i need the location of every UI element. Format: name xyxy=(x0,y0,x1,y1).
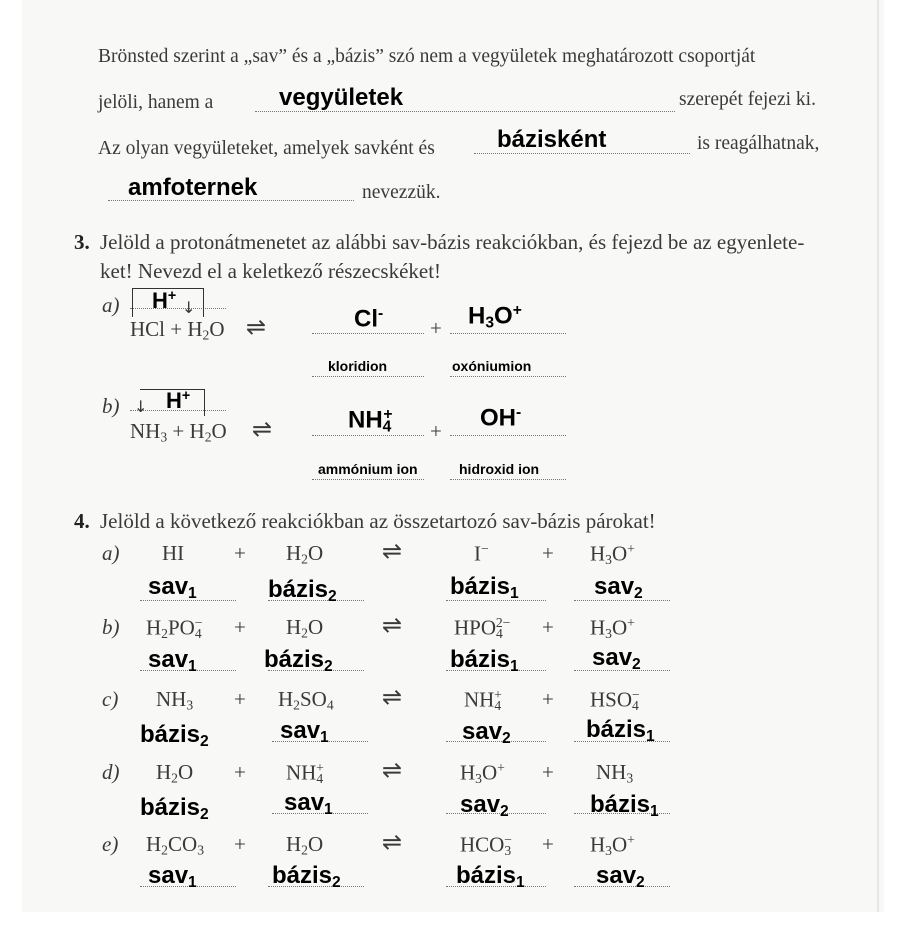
exercise-3-number: 3. xyxy=(74,230,90,254)
plus-a: + xyxy=(430,316,442,340)
exercise-3b-label: b) xyxy=(102,394,120,418)
reaction-a-reactant-2: $H_2O$ xyxy=(286,541,324,567)
reaction-b-arrow-icon: ⇌ xyxy=(382,611,403,639)
reaction-c-reactant-1: $NH_3$ xyxy=(156,687,194,713)
reaction-b-product-2: $H_3O^+$ xyxy=(590,615,635,641)
reaction-e-reactant-2: $H_2O$ xyxy=(286,832,324,858)
equation-a-reactants: HCl + $H_2O$ xyxy=(130,317,225,343)
pair-answer-c-3: sav$_2$ xyxy=(462,718,511,747)
reaction-c-product-2: $HSO_4^-$ xyxy=(590,687,640,713)
reaction-c-plus-2: + xyxy=(542,687,554,711)
page-edge-shadow xyxy=(877,0,879,912)
reaction-b-product-1: $HPO_4^{2-}$ xyxy=(454,615,511,641)
name1-blank-b xyxy=(312,479,424,480)
reaction-c-label: c) xyxy=(102,687,119,711)
name2-b: hidroxid ion xyxy=(459,461,540,477)
reaction-b-reactant-1: $H_2PO_4^-$ xyxy=(146,615,203,641)
pair-answer-b-4: sav$_2$ xyxy=(592,644,641,673)
answer-blank-1: vegyületek xyxy=(279,84,404,111)
reaction-e-label: e) xyxy=(102,832,119,856)
reaction-b-plus-2: + xyxy=(542,615,554,639)
reaction-e-arrow-icon: ⇌ xyxy=(382,828,403,856)
name1-b: ammónium ion xyxy=(318,461,418,477)
product2-a: $H_3O^+$ xyxy=(468,302,522,332)
product1-b: $NH_4^+$ xyxy=(348,406,393,436)
exercise-4-number: 4. xyxy=(74,509,90,533)
proton-arrow-icon-a: ↓ xyxy=(182,298,196,317)
pair-answer-d-2: sav$_1$ xyxy=(284,789,333,818)
pair-answer-a-2: bázis$_2$ xyxy=(268,576,337,605)
equilibrium-arrow-icon-b: ⇌ xyxy=(252,415,273,443)
pair-answer-b-1: sav$_1$ xyxy=(148,646,197,675)
exercise-3-text-line-1: Jelöld a protonátmenetet az alábbi sav-bázis reakciókban, és fejezd be az egyenlete- xyxy=(100,230,805,254)
pair-answer-e-4: sav$_2$ xyxy=(596,862,645,891)
reaction-a-arrow-icon: ⇌ xyxy=(382,537,403,565)
pair-answer-a-1: sav$_1$ xyxy=(148,573,197,602)
product1-a: Cl- xyxy=(354,305,384,333)
pair-answer-a-4: sav$_2$ xyxy=(594,573,643,602)
worksheet-page xyxy=(22,0,884,912)
reaction-a-reactant-1: HI xyxy=(162,541,185,565)
name2-blank-a xyxy=(450,376,566,377)
reaction-e-product-2: $H_3O^+$ xyxy=(590,832,635,858)
reaction-d-reactant-1: $H_2O$ xyxy=(156,760,194,786)
name1-a: kloridion xyxy=(328,358,388,374)
reaction-d-product-2: $NH_3$ xyxy=(596,760,634,786)
pair-answer-d-3: sav$_2$ xyxy=(460,791,509,820)
pair-answer-e-2: bázis$_2$ xyxy=(272,862,341,891)
reaction-e-reactant-1: $H_2CO_3$ xyxy=(146,832,205,858)
exercise-3a-label: a) xyxy=(102,293,120,317)
proton-transfer-a: H+ xyxy=(152,288,177,313)
reaction-a-product-2: $H_3O^+$ xyxy=(590,541,635,567)
reaction-e-product-1: $HCO_3^-$ xyxy=(460,832,512,858)
paragraph-line-1: Brönsted szerint a „sav” és a „bázis” szó nem a vegyületek meghatározott csoportját xyxy=(98,46,756,67)
reaction-c-plus-1: + xyxy=(234,687,246,711)
equilibrium-arrow-icon-a: ⇌ xyxy=(246,313,267,341)
pair-answer-d-1: bázis$_2$ xyxy=(140,794,209,823)
paragraph-line-3-start: Az olyan vegyületeket, amelyek savként és xyxy=(98,138,435,159)
paragraph-line-2-end: szerepét fejezi ki. xyxy=(679,89,816,110)
answer-blank-3: amfoternek xyxy=(128,174,258,201)
answer-blank-2: bázisként xyxy=(497,126,607,153)
reaction-a-label: a) xyxy=(102,541,120,565)
reaction-d-arrow-icon: ⇌ xyxy=(382,756,403,784)
equation-b-reactants: $NH_3 + H_2O$ xyxy=(130,419,227,445)
reaction-d-plus-2: + xyxy=(542,760,554,784)
product2-blank-b xyxy=(450,435,566,436)
reaction-b-label: b) xyxy=(102,615,120,639)
paragraph-line-2-start: jelöli, hanem a xyxy=(98,92,214,113)
proton-transfer-b: H+ xyxy=(166,388,191,413)
paragraph-line-3-end: is reagálhatnak, xyxy=(697,133,820,154)
name2-a: oxóniumion xyxy=(452,358,532,374)
pair-answer-b-2: bázis$_2$ xyxy=(264,646,333,675)
reaction-c-product-1: $NH_4^+$ xyxy=(464,687,502,713)
reaction-b-plus-1: + xyxy=(234,615,246,639)
reaction-a-product-1: I− xyxy=(474,541,489,566)
pair-answer-d-4: bázis$_1$ xyxy=(590,791,659,820)
pair-answer-c-4: bázis$_1$ xyxy=(586,716,655,745)
reaction-b-reactant-2: $H_2O$ xyxy=(286,615,324,641)
exercise-4-text: Jelöld a következő reakciókban az összetartozó sav-bázis párokat! xyxy=(100,509,656,533)
paragraph-line-4-end: nevezzük. xyxy=(362,182,441,203)
proton-arrow-icon-b: ↓ xyxy=(134,397,148,416)
reaction-a-plus-1: + xyxy=(234,541,246,565)
name1-blank-a xyxy=(312,376,424,377)
reaction-d-label: d) xyxy=(102,760,120,784)
product2-blank-a xyxy=(450,333,566,334)
name2-blank-b xyxy=(450,479,566,480)
plus-b: + xyxy=(430,419,442,443)
reaction-c-reactant-2: $H_2SO_4$ xyxy=(278,687,334,713)
reaction-d-reactant-2: $NH_4^+$ xyxy=(286,760,324,786)
reaction-e-plus-2: + xyxy=(542,832,554,856)
pair-answer-e-3: bázis$_1$ xyxy=(456,862,525,891)
exercise-3-text-line-2: ket! Nevezd el a keletkező részecskéket! xyxy=(100,259,442,283)
pair-answer-b-3: bázis$_1$ xyxy=(450,646,519,675)
product2-b: OH- xyxy=(480,404,522,432)
reaction-d-plus-1: + xyxy=(234,760,246,784)
pair-answer-e-1: sav$_1$ xyxy=(148,862,197,891)
reaction-c-arrow-icon: ⇌ xyxy=(382,683,403,711)
reaction-d-product-1: $H_3O^+$ xyxy=(460,760,505,786)
pair-answer-c-2: sav$_1$ xyxy=(280,717,329,746)
reaction-e-plus-1: + xyxy=(234,832,246,856)
reaction-a-plus-2: + xyxy=(542,541,554,565)
pair-answer-a-3: bázis$_1$ xyxy=(450,573,519,602)
pair-answer-c-1: bázis$_2$ xyxy=(140,721,209,750)
